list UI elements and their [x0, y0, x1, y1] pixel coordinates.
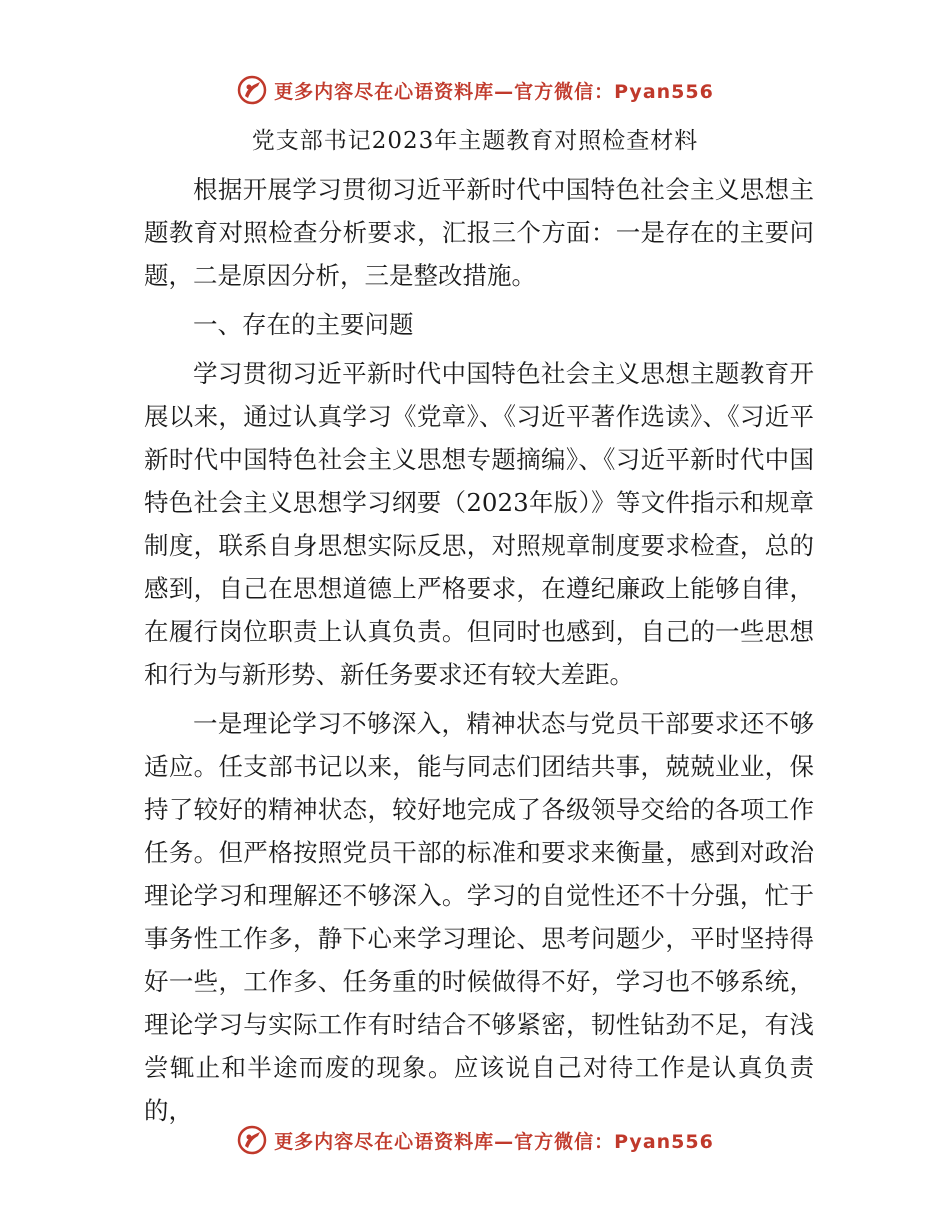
brand-logo-icon — [236, 74, 268, 106]
document-body — [144, 168, 814, 1138]
document-title: 党支部书记2023年主题教育对照检查材料 — [251, 128, 699, 154]
paragraph-problem-one: 一是理论学习不够深入，精神状态与党员干部要求还不够适应。任支部书记以来，能与同志们团结共事，兢兢业业，保持了较好的精神状态，较好地完成了各级领导交给的各项工作任务。但严格按照党员干部的标准和要求来衡量，感到对政治理论学习和理解还不够深入。学习的自觉性还不十分强，忙于事务性工作多，静下心来学习理论、思考问题少，平时坚持得好一些，工作多、任务重的时候做得不好，学习也不够系统，理论学习与实际工作有时结合不够紧密，韧性钻劲不足，有浅尝辄止和半途而废的现象。应该说自己对待工作是认真负责的， — [144, 709, 814, 1125]
header-watermark-banner — [0, 70, 950, 110]
section-heading-main-problems: 一、存在的主要问题 — [193, 310, 414, 339]
footer-watermark-banner — [0, 1120, 950, 1160]
watermark-text: 更多内容尽在心语资料库—官方微信：Pyan556 — [274, 80, 714, 103]
brand-logo-icon — [236, 1124, 268, 1156]
paragraph-intro: 根据开展学习贯彻习近平新时代中国特色社会主义思想主题教育对照检查分析要求，汇报三个方面：一是存在的主要问题，二是原因分析，三是整改措施。 — [144, 175, 814, 290]
watermark-text: 更多内容尽在心语资料库—官方微信：Pyan556 — [274, 1130, 714, 1153]
paragraph-overview: 学习贯彻习近平新时代中国特色社会主义思想主题教育开展以来，通过认真学习《党章》、《习近平著作选读》、《习近平新时代中国特色社会主义思想专题摘编》、《习近平新时代中国特色社会主义思想学习纲要（2023年版）》等文件指示和规章制度，联系自身思想实际反思，对照规章制度要求检查，总的感到，自己在思想道德上严格要求，在遵纪廉政上能够自律，在履行岗位职责上认真负责。但同时也感到，自己的一些思想和行为与新形势、新任务要求还有较大差距。 — [144, 359, 814, 689]
